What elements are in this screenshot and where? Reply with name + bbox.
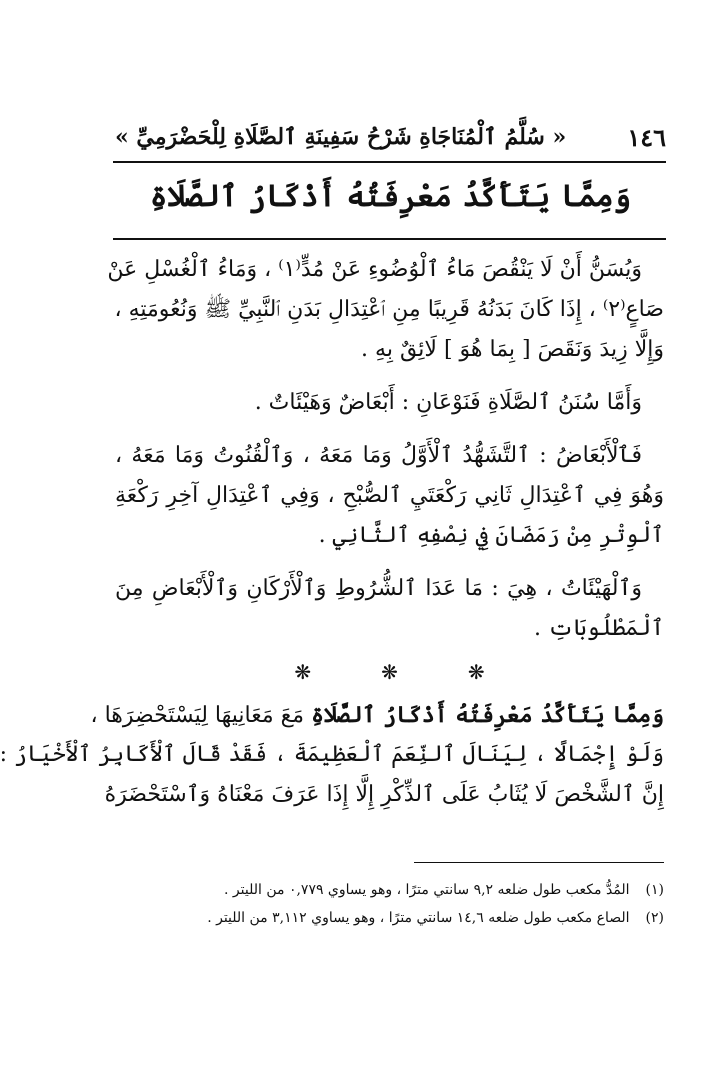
text-line: وَأَمَّا سُنَنُ ٱلصَّلَاةِ فَنَوْعَانِ : أَبْعَاضٌ وَهَيْئَاتٌ .	[254, 390, 642, 415]
running-title: « سُلَّمُ ٱلْمُنَاجَاةِ شَرْحُ سَفِينَةِ ٱلصَّلَاةِ لِلْحَضْرَمِيِّ »	[115, 124, 567, 150]
text-run: مَعَ مَعَانِيهَا لِيَسْتَحْضِرَهَا ،	[90, 703, 312, 728]
text-line: ٱلْوِتْرِ مِنْ رَمَضَانَ فِي نِصْفِهِ ٱلثَّانِي .	[318, 523, 664, 548]
header-rule	[113, 161, 666, 163]
section-separator	[115, 649, 664, 695]
paragraph-abad	[115, 436, 664, 556]
paragraph-gap	[115, 423, 664, 436]
star-ornament: ❋	[294, 660, 312, 684]
footnote-text: الصاع مكعب طول ضلعه ١٤,٦ سانتي مترًا ، وهو يساوي ٣,١١٢ من الليتر .	[207, 910, 630, 926]
star-ornament: ❋	[381, 660, 398, 684]
paragraph-gap	[115, 556, 664, 569]
paragraph-water-amount	[107, 250, 664, 370]
section-title: وَمِمَّا يَتَأَكَّدُ مَعْرِفَتُهُ أَذْكَارُ ٱلصَّلَاةِ	[149, 179, 632, 214]
footnote-2	[115, 904, 664, 932]
text-line: إِنَّ ٱلشَّخْصَ لَا يُثَابُ عَلَى ٱلذِّكْرِ إِلَّا إِذَا عَرَفَ مَعْنَاهُ وَٱسْتَحْضَرَهُ	[104, 782, 664, 807]
text-line: وَيُسَنُّ أَنْ لَا يَنْقُصَ مَاءُ ٱلْوُضُوءِ عَنْ مُدٍّ⁽١⁾ ، وَمَاءُ ٱلْغُسْلِ عَنْ	[107, 257, 642, 282]
footnote-1	[115, 876, 664, 904]
running-header	[115, 117, 666, 157]
paragraph-sunan-types	[115, 383, 664, 423]
text-line: وَهُوَ فِي ٱعْتِدَالِ ثَانِي رَكْعَتَيِ ٱلصُّبْحِ ، وَفِي ٱعْتِدَالِ آخِرِ رَكْعَةِ	[115, 483, 664, 508]
text-line: وَإِلَّا زِيدَ وَنَقَصَ [ بِمَا هُوَ ] لَائِقٌ بِهِ .	[361, 337, 664, 362]
text-line	[90, 695, 664, 735]
bold-lead-phrase: وَمِمَّا يَتَأَكَّدُ مَعْرِفَتُهُ أَذْكَارُ ٱلصَّلَاةِ	[311, 702, 664, 728]
text-line: وَٱلْهَيْئَاتُ ، هِيَ : مَا عَدَا ٱلشُّرُوطِ وَٱلْأَرْكَانِ وَٱلْأَبْعَاضِ مِنَ	[115, 576, 642, 601]
page-number: ١٤٦	[627, 122, 666, 152]
body-text	[0, 250, 664, 815]
text-line: فَٱلْأَبْعَاضُ : ٱلتَّشَهُّدُ ٱلْأَوَّلُ وَمَا مَعَهُ ، وَٱلْقُنُوتُ وَمَا مَعَهُ ،	[115, 443, 642, 468]
text-line: وَلَوْ إِجْمَالًا ، لِيَنَالَ ٱلنِّعَمَ ٱلْعَظِيمَةَ ، فَقَدْ قَالَ ٱلْأَكَابِرُ ٱلْأَخْيَارُ :	[0, 742, 664, 767]
footnote-text: المُدُّ مكعب طول ضلعه ٩,٢ سانتي مترًا ، وهو يساوي ٠,٧٧٩ من الليتر .	[224, 882, 630, 898]
text-line: صَاعٍ⁽٢⁾ ، إِذَا كَانَ بَدَنُهُ قَرِيبًا مِنِ ٱعْتِدَالِ بَدَنِ ٱلنَّبِيِّ ﷺ وَنُعُومَتِهِ ،	[114, 297, 664, 322]
paragraph-hayat	[115, 569, 664, 649]
title-rule	[113, 238, 666, 240]
footnote-number: (٢)	[645, 910, 664, 926]
footnote-number: (١)	[645, 882, 664, 898]
text-line: ٱلْمَطْلُوبَاتِ .	[533, 616, 664, 641]
paragraph-gap	[115, 370, 664, 383]
footnotes	[115, 876, 664, 932]
footnote-rule	[414, 862, 664, 863]
paragraph-adhkar	[0, 695, 664, 815]
star-ornament: ❋	[467, 660, 485, 684]
